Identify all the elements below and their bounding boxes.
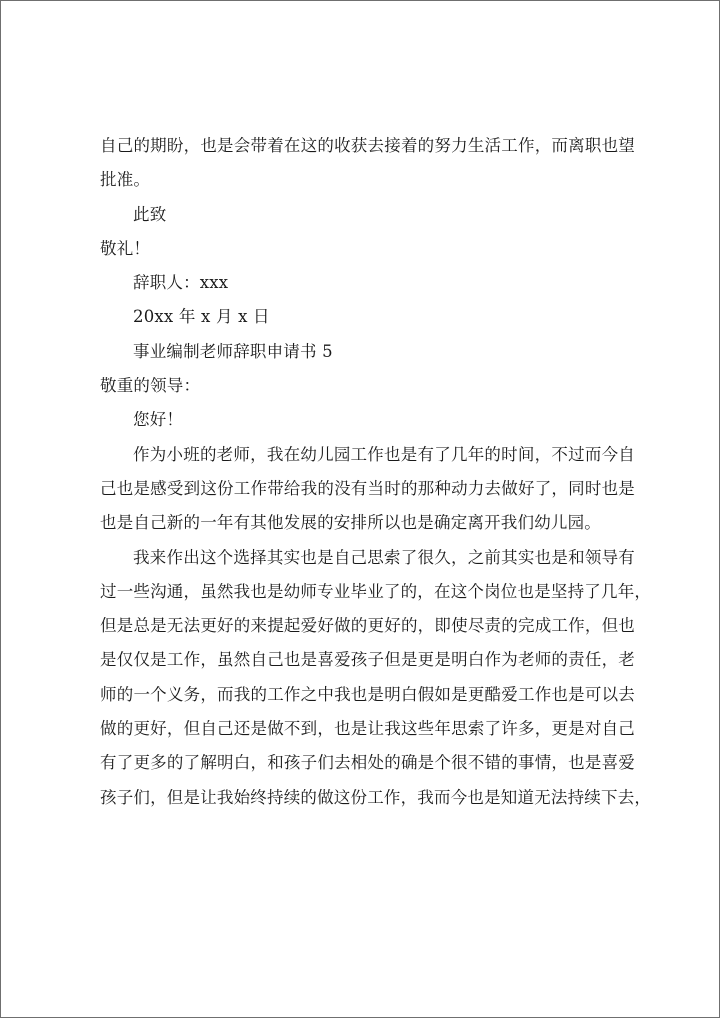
date-line: 20xx 年 x 月 x 日 [133,307,270,327]
closing-salutation: 敬礼！ [100,238,151,258]
paragraph-line: 孩子们，但是让我始终持续的做这份工作，我而今也是知道无法持续下去， [100,787,652,807]
signature-line: 辞职人：xxx [133,273,229,293]
greeting-line: 敬重的领导： [100,376,201,396]
paragraph-line: 己也是感受到这份工作带给我的没有当时的那种动力去做好了，同时也是 [100,478,635,498]
document-body [100,129,652,815]
paragraph-line: 师的一个义务，而我的工作之中我也是明白假如是更酷爱工作也是可以去 [100,684,635,704]
paragraph-line: 有了更多的了解明白，和孩子们去相处的确是个很不错的事情，也是喜爱 [100,753,635,773]
paragraph-line: 做的更好，但自己还是做不到，也是让我这些年思索了许多，更是对自己 [100,719,635,739]
section-title: 事业编制老师辞职申请书 5 [133,341,333,361]
paragraph-line: 自己的期盼，也是会带着在这的收获去接着的努力生活工作，而离职也望 [100,136,635,155]
paragraph-line: 但是总是无法更好的来提起爱好做的更好的，即使尽责的完成工作，但也 [100,616,635,636]
paragraph-line: 也是自己新的一年有其他发展的安排所以也是确定离开我们幼儿园。 [100,513,601,533]
paragraph-line: 作为小班的老师，我在幼儿园工作也是有了几年的时间，不过而今自 [133,444,635,464]
paragraph-line: 是仅仅是工作，虽然自己也是喜爱孩子但是更是明白作为老师的责任，老 [100,650,635,670]
greeting-line: 您好！ [133,410,184,430]
paragraph-line: 我来作出这个选择其实也是自己思索了很久，之前其实也是和领导有 [133,547,635,567]
paragraph-line: 批准。 [100,170,151,190]
paragraph-line: 过一些沟通，虽然我也是幼师专业毕业了的，在这个岗位也是坚持了几年， [100,581,652,601]
closing-salutation: 此致 [133,204,167,224]
